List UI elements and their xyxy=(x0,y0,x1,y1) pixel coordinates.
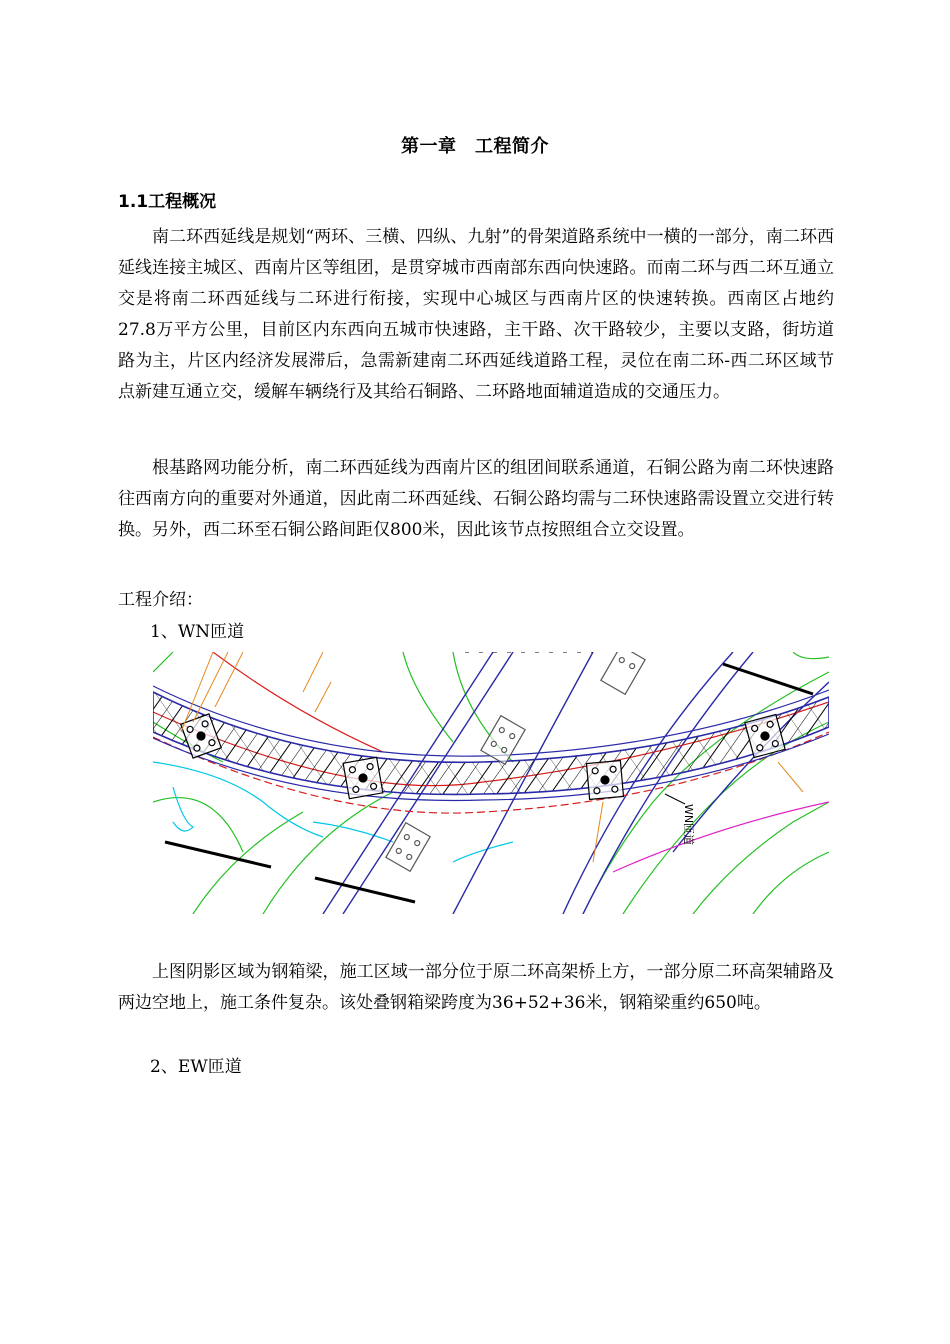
cad-drawing-svg xyxy=(153,652,829,914)
wn-ramp-drawing xyxy=(153,652,829,914)
chapter-title: 第一章 工程简介 xyxy=(401,136,549,157)
paragraph-overview: 南二环西延线是规划“两环、三横、四纵、九射”的骨架道路系统中一横的一部分，南二环西延线连接主城区、西南片区等组团，是贯穿城市西南部东西向快速路。而南二环与西二环互通立交是将南二环西延线与二环进行衔接，实现中心城区与西南片区的快速转换。西南区占地约27.8万平方公里，目前区内东西向五城市快速路，主干路、次干路较少，主要以支路，街坊道路为主，片区内经济发展滞后，急需新建南二环西延线道路工程，灵位在南二环-西二环区域节点新建互通立交，缓解车辆绕行及其给石铜路、二环路地面辅道造成的交通压力。 xyxy=(118,227,834,402)
paragraph-network-analysis: 根基路网功能分析，南二环西延线为西南片区的组团间联系通道，石铜公路为南二环快速路往西南方向的重要对外通道，因此南二环西延线、石铜公路均需与二环快速路需设置立交进行转换。另外，西二环至石铜公路间距仅800米，因此该节点按照组合立交设置。 xyxy=(118,458,834,540)
section-heading: 1.1工程概况 xyxy=(118,192,217,212)
wn-ramp-figure-label: WN匝道 xyxy=(682,804,695,846)
project-intro-label: 工程介绍： xyxy=(118,590,203,610)
paragraph-steel-box-girder: 上图阴影区域为钢箱梁，施工区域一部分位于原二环高架桥上方，一部分原二环高架辅路及两边空地上，施工条件复杂。该处叠钢箱梁跨度为36+52+36米，钢箱梁重约650吨。 xyxy=(118,962,834,1013)
item-ew-ramp: 2、EW匝道 xyxy=(150,1057,242,1077)
item-wn-ramp: 1、WN匝道 xyxy=(150,622,245,642)
